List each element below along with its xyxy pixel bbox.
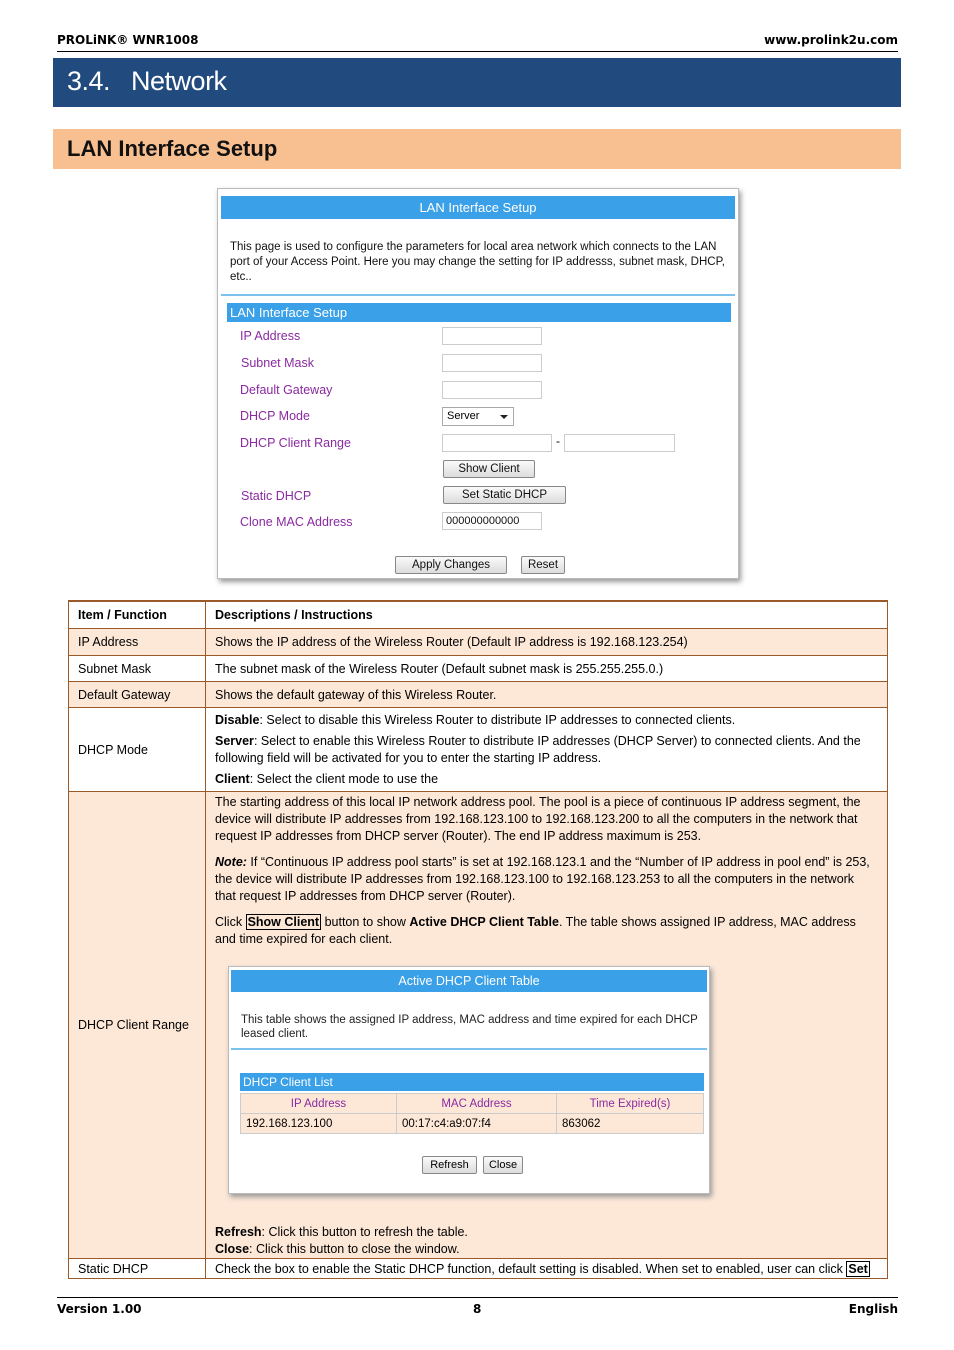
set-ref: Set bbox=[848, 1261, 868, 1276]
apply-changes-button[interactable]: Apply Changes bbox=[395, 556, 507, 574]
divider bbox=[221, 294, 735, 296]
disable-term: Disable bbox=[215, 712, 260, 727]
show-client-button[interactable]: Show Client bbox=[443, 460, 535, 478]
page-number: 8 bbox=[473, 1302, 482, 1316]
client-text: : Select the client mode to use the bbox=[249, 771, 439, 786]
cell-mac: 00:17:c4:a9:07:f4 bbox=[396, 1114, 556, 1134]
dhcp-range-end-input[interactable] bbox=[564, 434, 675, 452]
disable-text: : Select to disable this Wireless Router to distribute IP addresses to connected clients. bbox=[259, 712, 736, 727]
range-paragraph: The starting address of this local IP network address pool. The pool is a piece of continuous IP address segment, the device will distribute IP addresses from 192.168.123.100 to 192.168.123.200 to all the computers in the network that request IP addresses from DHCP server (Router). The end IP address maximum is 253. bbox=[215, 795, 861, 843]
version-label: Version 1.00 bbox=[57, 1302, 142, 1316]
section-heading bbox=[53, 58, 901, 107]
row-description bbox=[206, 708, 888, 792]
static-desc: Check the box to enable the Static DHCP function, default setting is disabled. When set to enabled, user can click bbox=[215, 1261, 847, 1276]
row-item: DHCP Client Range bbox=[69, 792, 206, 1259]
range-separator: - bbox=[556, 434, 560, 448]
dhcp-table-title-bar: Active DHCP Client Table bbox=[231, 970, 707, 992]
reset-button[interactable]: Reset bbox=[521, 556, 565, 574]
dhcp-mode-label: DHCP Mode bbox=[240, 409, 310, 423]
language-label: English bbox=[848, 1302, 898, 1316]
refresh-text: : Click this button to refresh the table. bbox=[261, 1225, 468, 1239]
table-row bbox=[69, 629, 888, 656]
row-item: Default Gateway bbox=[69, 682, 206, 708]
row-description bbox=[206, 792, 888, 1259]
ip-address-label: IP Address bbox=[240, 329, 301, 343]
subnet-mask-input[interactable] bbox=[442, 354, 542, 372]
subsection-title: LAN Interface Setup bbox=[67, 136, 278, 161]
row-item: Static DHCP bbox=[69, 1259, 206, 1279]
dhcp-client-list-bar: DHCP Client List bbox=[240, 1073, 704, 1091]
header-item: Item / Function bbox=[69, 601, 206, 629]
subnet-mask-label: Subnet Mask bbox=[241, 356, 314, 370]
close-button[interactable]: Close bbox=[483, 1156, 523, 1174]
col-mac: MAC Address bbox=[396, 1094, 556, 1114]
row-description: Shows the default gateway of this Wireless Router. bbox=[206, 682, 888, 708]
click-post: . The table shows assigned IP address, MAC address and time expired for each client. bbox=[215, 915, 856, 946]
server-text: : Select to enable this Wireless Router to distribute IP addresses (DHCP Server) to connected clients. And the following field will be activated for you to enter the starting IP address. bbox=[215, 733, 861, 765]
refresh-term: Refresh bbox=[215, 1225, 262, 1239]
lan-setup-screenshot bbox=[217, 188, 739, 579]
table-row bbox=[241, 1114, 704, 1134]
header-description: Descriptions / Instructions bbox=[206, 601, 888, 629]
product-name: PROLiNK® WNR1008 bbox=[57, 33, 199, 47]
col-ip: IP Address bbox=[241, 1094, 397, 1114]
dhcp-table-description: This table shows the assigned IP address, MAC address and time expired for each DHCP leased client. bbox=[241, 1014, 698, 1040]
page-footer bbox=[57, 1297, 898, 1318]
row-item: Subnet Mask bbox=[69, 656, 206, 682]
divider bbox=[231, 1048, 707, 1050]
subsection-heading bbox=[53, 129, 901, 169]
cell-ip: 192.168.123.100 bbox=[241, 1114, 397, 1134]
dhcp-client-list bbox=[240, 1093, 704, 1134]
dhcp-range-start-input[interactable] bbox=[442, 434, 552, 452]
website-url: www.prolink2u.com bbox=[764, 33, 898, 47]
table-row bbox=[69, 656, 888, 682]
chevron-down-icon bbox=[500, 415, 508, 419]
default-gateway-input[interactable] bbox=[442, 381, 542, 399]
section-title: 3.4. Network bbox=[67, 66, 227, 96]
dhcp-mode-select[interactable] bbox=[442, 407, 514, 426]
page-header bbox=[57, 33, 898, 52]
note-text: If “Continuous IP address pool starts” is set at 192.168.123.1 and the “Number of IP address in pool end” is 253, the device will distribute IP addresses from 192.168.123.100 to 192.168.123.253 to all the computers in the network that request IP addresses from DHCP server (Router). bbox=[215, 855, 870, 903]
lan-setup-description: This page is used to configure the parameters for local area network which connects to the LAN port of your Access Point. Here you may change the setting for IP addresss, subnet mask, DHCP, etc.. bbox=[230, 241, 725, 283]
clone-mac-input[interactable]: 000000000000 bbox=[442, 512, 542, 530]
lan-setup-section-bar: LAN Interface Setup bbox=[227, 303, 731, 322]
client-term: Client bbox=[215, 771, 250, 786]
row-description: The subnet mask of the Wireless Router (Default subnet mask is 255.255.255.0.) bbox=[206, 656, 888, 682]
click-pre: Click bbox=[215, 915, 246, 929]
row-description bbox=[206, 1259, 888, 1279]
dhcp-client-table-screenshot bbox=[228, 966, 710, 1194]
default-gateway-label: Default Gateway bbox=[240, 383, 333, 397]
close-term: Close bbox=[215, 1242, 250, 1256]
table-row bbox=[69, 792, 888, 1259]
cell-time: 863062 bbox=[557, 1114, 704, 1134]
lan-setup-title-bar: LAN Interface Setup bbox=[221, 196, 735, 219]
click-mid: button to show bbox=[321, 915, 410, 929]
clone-mac-label: Clone MAC Address bbox=[240, 515, 353, 529]
function-table bbox=[68, 600, 888, 1279]
server-term: Server bbox=[215, 733, 254, 748]
static-dhcp-label: Static DHCP bbox=[241, 489, 312, 503]
dhcp-list-header bbox=[241, 1094, 704, 1114]
col-time: Time Expired(s) bbox=[557, 1094, 704, 1114]
ip-address-input[interactable] bbox=[442, 327, 542, 345]
show-client-ref: Show Client bbox=[247, 915, 320, 929]
set-static-dhcp-button[interactable]: Set Static DHCP bbox=[443, 486, 566, 504]
row-item: DHCP Mode bbox=[69, 708, 206, 792]
click-bold: Active DHCP Client Table bbox=[409, 915, 559, 929]
table-row bbox=[69, 682, 888, 708]
table-header-row bbox=[69, 601, 888, 629]
dhcp-client-range-label: DHCP Client Range bbox=[240, 436, 351, 450]
close-text: : Click this button to close the window. bbox=[249, 1242, 460, 1256]
refresh-button[interactable]: Refresh bbox=[422, 1156, 477, 1174]
row-description: Shows the IP address of the Wireless Router (Default IP address is 192.168.123.254) bbox=[206, 629, 888, 656]
table-row bbox=[69, 1259, 888, 1279]
table-row bbox=[69, 708, 888, 792]
dhcp-mode-value: Server bbox=[447, 410, 480, 422]
row-item: IP Address bbox=[69, 629, 206, 656]
note-term: Note: bbox=[215, 855, 247, 869]
